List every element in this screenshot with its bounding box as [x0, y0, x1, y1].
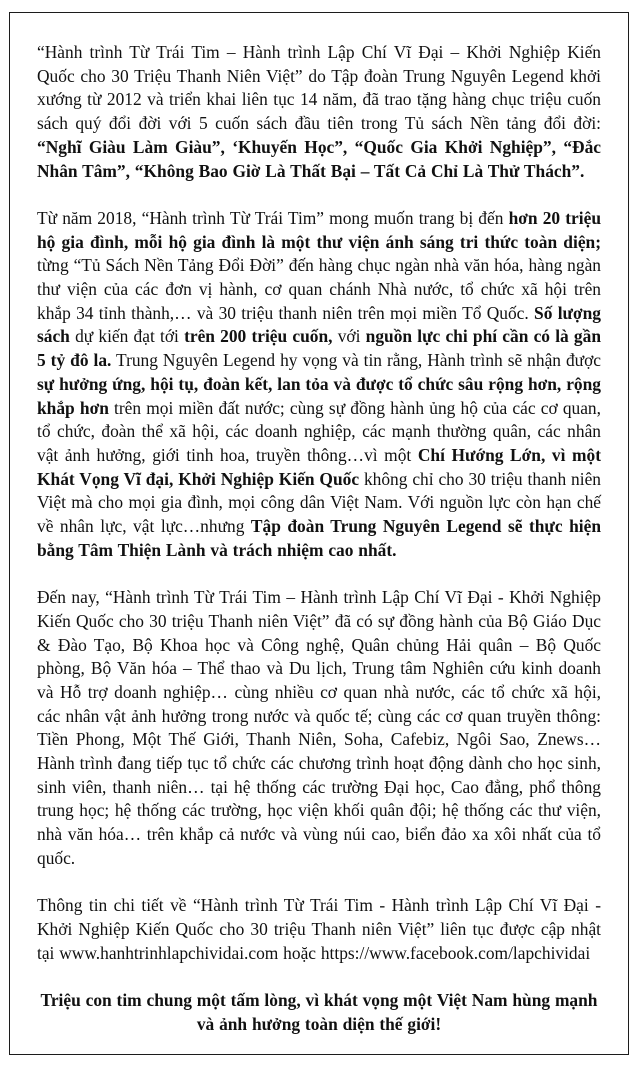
text-run: Trung Nguyên Legend hy vọng và tin rằng, Hành trình sẽ nhận được [111, 350, 602, 371]
text-run: Chí Hướng Lớn, vì một Khát Vọng Vĩ đại, Khởi Nghiệp Kiến Quốc [37, 444, 601, 489]
text-run: không chỉ cho 30 triệu thanh niên Việt mà cho mọi gia đình, mọi công dân Việt Nam. Với nguồn lực còn hạn chế về nhân lực, vật lực…nhưng [37, 468, 601, 537]
text-run: Thông tin chi tiết về “Hành trình Từ Trái Tim - Hành trình Lập Chí Vĩ Đại - Khởi Nghiệp Kiến Quốc cho 30 triệu Thanh niên Việt” liên tục được cập nhật tại www.hanhtrinhlapchividai.com hoặc https://www.facebook.com/lapchividai [37, 895, 601, 963]
text-run: Đến nay, “Hành trình Từ Trái Tim – Hành trình Lập Chí Vĩ Đại - Khởi Nghiệp Kiến Quốc cho 30 triệu Thanh niên Việt” đã có sự đồng hành của Bộ Giáo Dục & Đào Tạo, Bộ Khoa học và Công nghệ, Quân chủng Hải quân – Bộ Quốc phòng, Bộ Văn hóa – Thể thao và Du lịch, Trung tâm Nghiên cứu kinh doanh và Hỗ trợ doanh nghiệp… cùng nhiều cơ quan nhà nước, các tổ chức xã hội, các nhân vật ảnh hưởng trong nước và quốc tế; cùng các cơ quan truyền thông: Tiền Phong, Một Thế Giới, Thanh Niên, Soha, Cafebiz, Ngôi Sao, Znews… Hành trình đang tiếp tục tổ chức các chương trình hoạt động dành cho học sinh, sinh viên, thanh niên… tại hệ thống các trường Đại học, Cao đẳng, phổ thông trung học; hệ thống các trường, học viện khối quân đội; hệ thống các thư viện, nhà văn hóa… trên khắp cả nước và vùng núi cao, biển đảo xa xôi nhất của tổ quốc. [37, 587, 601, 868]
partners-paragraph [37, 586, 601, 870]
text-run: hơn 20 triệu hộ gia đình, mỗi hộ gia đình là một thư viện ánh sáng tri thức toàn diện; [37, 207, 601, 252]
text-run: “Nghĩ Giàu Làm Giàu”, ‘Khuyến Học”, “Quốc Gia Khởi Nghiệp”, “Đắc Nhân Tâm”, “Không Bao Giờ Là Thất Bại – Tất Cả Chỉ Là Thử Thách”. [37, 136, 601, 181]
text-run: Triệu con tim chung một tấm lòng, vì khát vọng một Việt Nam hùng mạnh và ảnh hưởng toàn diện thế giới! [40, 990, 598, 1034]
text-run: nguồn lực chi phí cần có là gần 5 tỷ đô la. [37, 326, 601, 371]
text-run: với [332, 326, 366, 347]
text-run: Tập đoàn Trung Nguyên Legend sẽ thực hiện bằng Tâm Thiện Lành và trách nhiệm cao nhất. [37, 516, 601, 560]
document-text-body [10, 13, 628, 1036]
text-run: Số lượng sách [37, 302, 601, 347]
text-run: “Hành trình Từ Trái Tim – Hành trình Lập Chí Vĩ Đại – Khởi Nghiệp Kiến Quốc cho 30 Triệu Thanh Niên Việt” do Tập đoàn Trung Nguyên Legend khởi xướng từ 2012 và triển khai liên tục 14 năm, đã trao tặng hàng chục triệu cuốn sách quý đổi đời với 5 cuốn sách đầu tiên trong Tủ sách Nền tảng đổi đời: [37, 42, 601, 134]
text-run: Từ năm 2018, “Hành trình Từ Trái Tim” mong muốn trang bị đến [37, 207, 509, 228]
vision-paragraph [37, 207, 601, 563]
text-run: dự kiến đạt tới [69, 326, 185, 347]
text-run: trên 200 triệu cuốn, [184, 326, 333, 347]
info-paragraph [37, 894, 601, 965]
slogan-paragraph [37, 989, 601, 1036]
text-run: từng “Tủ Sách Nền Tảng Đổi Đời” đến hàng chục ngàn nhà văn hóa, hàng ngàn thư viện của các đơn vị hành, cơ quan chánh Nhà nước, tổ chức xã hội trên khắp 34 tỉnh thành,… và 30 triệu thanh niên trên mọi miền Tổ Quốc. [37, 255, 601, 323]
intro-paragraph [37, 41, 601, 183]
text-run: trên mọi miền đất nước; cùng sự đồng hành ủng hộ của các cơ quan, tổ chức, đoàn thể xã hội, các doanh nghiệp, các mạnh thường quân, các nhân vật ảnh hưởng, giới tinh hoa, truyền thông…vì một [37, 397, 601, 465]
text-run: sự hưởng ứng, hội tụ, đoàn kết, lan tỏa và được tổ chức sâu rộng hơn, rộng khắp hơn [37, 373, 601, 418]
document-border-frame [9, 12, 629, 1055]
